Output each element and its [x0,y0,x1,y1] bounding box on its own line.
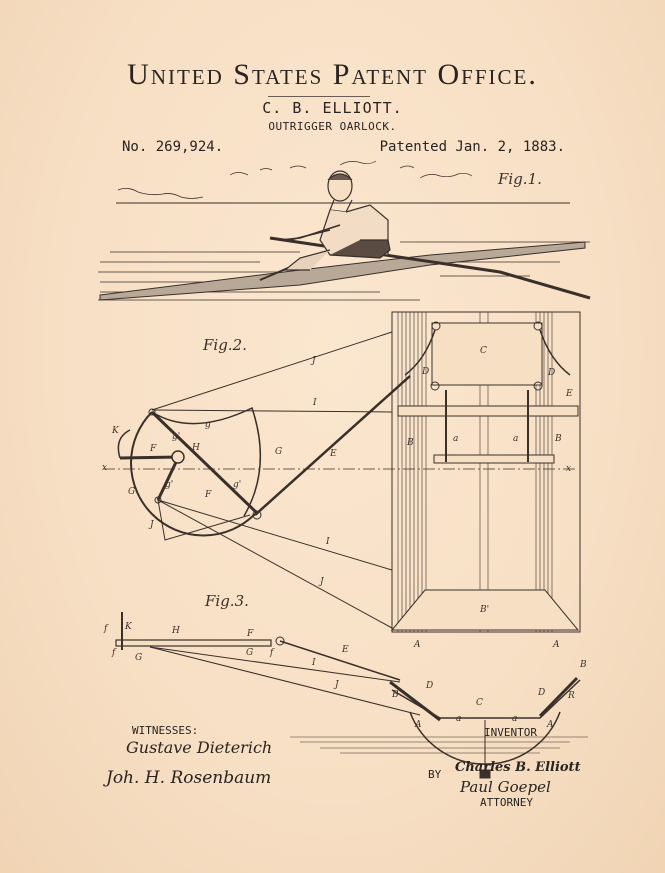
part-label: f [104,624,108,634]
patent-date: Patented Jan. 2, 1883. [379,139,565,155]
part-label: E [342,645,349,655]
part-label: g' [172,432,181,442]
part-label: A [414,640,421,650]
part-label: F [150,444,157,454]
part-label: D [426,681,434,691]
part-label: K [125,622,132,632]
part-label: R [568,691,575,701]
by-label: BY [428,768,442,781]
part-label: B [392,690,399,700]
part-label: C [476,698,483,708]
witnesses-label: WITNESSES: [132,724,199,737]
part-label: D [548,368,556,378]
attorney-signature: Paul Goepel [460,778,551,796]
part-label: x [566,464,572,474]
part-label: I [313,398,317,408]
part-label: B [580,660,587,670]
fig2-label: Fig.2. [203,336,247,354]
part-label: E [330,449,337,459]
part-label: g' [165,480,174,490]
part-label: f [112,648,116,658]
patent-number: No. 269,924. [122,139,224,155]
part-label: f [270,648,274,658]
part-label: D [422,367,430,377]
part-label: a [456,714,462,724]
inventor-name: C. B. ELLIOTT. [262,99,403,117]
part-label: G [128,487,136,497]
part-label: a [512,714,518,724]
attorney-label: ATTORNEY [480,796,533,809]
part-label: x [102,463,108,473]
part-label: J [320,577,324,587]
inventor-label: INVENTOR [484,726,537,739]
part-label: B [407,438,414,448]
part-label: J [335,680,339,690]
part-label: A [553,640,560,650]
part-label: D [538,688,546,698]
part-label: I [326,537,330,547]
part-label: A [415,720,422,730]
part-label: B [555,434,562,444]
fig3-label: Fig.3. [205,592,249,610]
part-label: E [566,389,573,399]
part-label: G [135,653,143,663]
part-label: F [247,629,254,639]
part-label: a [453,434,459,444]
witness-1-signature: Gustave Dieterich [126,738,273,757]
part-label: g [205,420,211,430]
part-label: F [205,490,212,500]
part-label: G [275,447,283,457]
part-label: A [547,720,554,730]
part-label: H [192,443,200,453]
part-label: I [312,658,316,668]
fig1-label: Fig.1. [498,170,542,188]
part-label: J [312,356,316,366]
part-label: C [480,346,487,356]
office-title: United States Patent Office. [127,58,538,91]
part-label: G [246,648,254,658]
part-label: J [150,520,154,530]
inventor-signature: Charles B. Elliott [455,760,581,775]
patent-subject: OUTRIGGER OARLOCK. [268,120,397,133]
part-label: a [513,434,519,444]
part-label: H [172,626,180,636]
fig2-drawing [103,312,580,632]
part-label: g' [233,480,242,490]
part-label: K [112,426,119,436]
witness-2-signature: Joh. H. Rosenbaum [106,768,272,788]
part-label: B' [480,605,490,615]
